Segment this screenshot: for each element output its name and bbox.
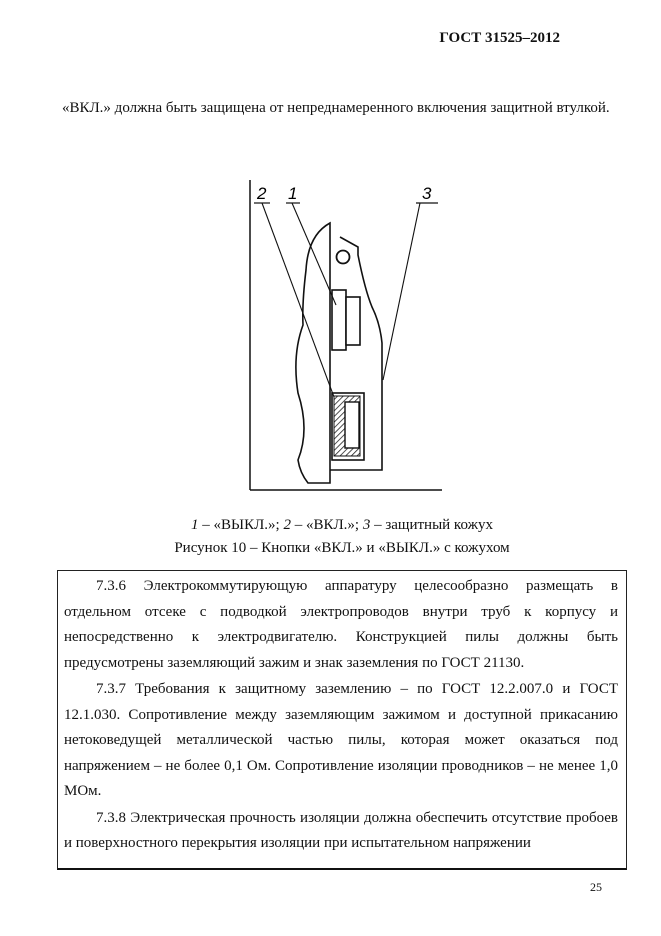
- section-7-3-7: 7.3.7 Требования к защитному заземлению – по ГОСТ 12.2.007.0 и ГОСТ 12.1.030. Сопротивление между заземляющим зажимом и доступной прикасанию нетоковедущей металлической частью пилы, которая может оказаться под напряжением – не более 0,1 Ом. Сопротивление изоляции проводников – не менее 1,0 МОм.: [64, 681, 618, 799]
- label-1: 1: [288, 184, 298, 203]
- label-2: 2: [257, 184, 267, 203]
- legend-text-3: – защитный кожух: [370, 517, 493, 533]
- section-7-3-8: 7.3.8 Электрическая прочность изоляции должна обеспечить отсутствие пробоев и поверхностного перекрытия изоляции при испытательном напряжении: [64, 809, 618, 851]
- figure-buttons-diagram: [230, 175, 460, 500]
- button-housing-drawing: [230, 175, 460, 500]
- section-7-3-6: 7.3.6 Электрокоммутирующую аппаратуру целесообразно размещать в отдельном отсеке с подводкой электропроводов внутри труб к корпусу и непосредственно к электродвигателю. Конструкцией пилы должны быть предусмотрены заземляющий зажим и знак заземления по ГОСТ 21130.: [64, 578, 618, 671]
- label-3: 3: [422, 184, 432, 203]
- boxed-section: [57, 570, 627, 870]
- legend-number-1: 1: [191, 517, 199, 533]
- intro-paragraph: «ВКЛ.» должна быть защищена от непреднамеренного включения защитной втулкой.: [62, 100, 610, 116]
- legend-number-3: 3: [362, 517, 371, 533]
- figure-caption: Рисунок 10 – Кнопки «ВКЛ.» и «ВЫКЛ.» с кожухом: [174, 540, 510, 556]
- document-code: ГОСТ 31525–2012: [439, 30, 560, 46]
- figure-legend: [62, 517, 622, 534]
- legend-text-1: – «ВЫКЛ.»;: [198, 517, 284, 533]
- page-number: 25: [590, 880, 602, 894]
- legend-number-2: 2: [283, 517, 291, 533]
- legend-text-2: – «ВКЛ.»;: [290, 517, 363, 533]
